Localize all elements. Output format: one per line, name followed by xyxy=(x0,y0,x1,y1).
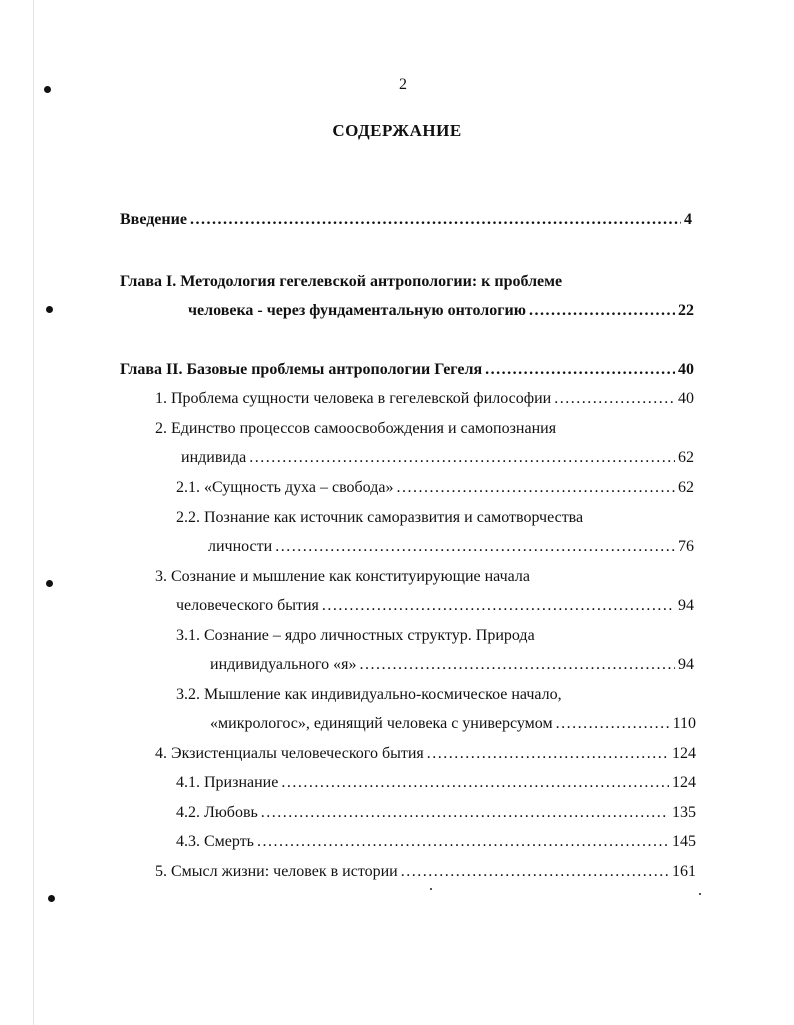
punch-hole-mark xyxy=(46,306,53,313)
toc-section-3-1-line1 xyxy=(176,626,535,646)
toc-leader-dots xyxy=(249,448,675,468)
toc-entry-page: 145 xyxy=(672,833,696,850)
toc-section-4-2 xyxy=(176,803,696,823)
toc-leader-dots xyxy=(556,714,670,734)
toc-chapter1-line1 xyxy=(120,272,562,292)
scan-speck xyxy=(430,888,432,890)
toc-entry-page: 124 xyxy=(672,745,696,762)
toc-leader-dots xyxy=(359,655,675,675)
toc-leader-dots xyxy=(554,389,675,409)
toc-entry-label: Глава I. Методология гегелевской антропологии: к проблеме xyxy=(120,273,563,290)
toc-entry-page: 4 xyxy=(684,211,692,228)
toc-leader-dots xyxy=(427,744,669,764)
toc-entry-label: 1. Проблема сущности человека в гегелевской философии xyxy=(155,390,552,407)
toc-leader-dots xyxy=(529,301,675,321)
toc-leader-dots xyxy=(322,596,675,616)
toc-entry-page: 94 xyxy=(678,656,694,673)
toc-entry-page: 40 xyxy=(678,361,694,378)
page-title: СОДЕРЖАНИЕ xyxy=(332,121,462,140)
toc-leader-dots xyxy=(401,862,669,882)
toc-entry-label: индивида xyxy=(181,449,247,466)
toc-entry-label: 3.1. Сознание – ядро личностных структур. Природа xyxy=(176,627,535,644)
toc-entry-label: Глава II. Базовые проблемы антропологии Гегеля xyxy=(120,361,483,378)
toc-section-5 xyxy=(155,862,696,882)
toc-leader-dots xyxy=(275,537,675,557)
toc-entry-page: 161 xyxy=(672,863,696,880)
toc-entry-page: 62 xyxy=(678,479,694,496)
toc-leader-dots xyxy=(396,478,675,498)
toc-section-3-1-line2 xyxy=(210,655,694,675)
toc-entry-label: 3. Сознание и мышление как конституирующие начала xyxy=(155,568,531,585)
punch-hole-mark xyxy=(46,580,53,587)
toc-entry-label: 5. Смысл жизни: человек в истории xyxy=(155,863,398,880)
toc-entry-page: 76 xyxy=(678,538,694,555)
toc-section-1 xyxy=(155,389,694,409)
toc-leader-dots xyxy=(190,210,681,230)
toc-entry-label: индивидуального «я» xyxy=(210,656,357,673)
toc-leader-dots xyxy=(257,832,669,852)
toc-section-4 xyxy=(155,744,696,764)
punch-hole-mark xyxy=(44,86,51,93)
toc-leader-dots xyxy=(281,773,669,793)
toc-entry-page: 40 xyxy=(678,390,694,407)
toc-entry-page: 94 xyxy=(678,597,694,614)
toc-section-3-line2 xyxy=(176,596,694,616)
toc-section-4-3 xyxy=(176,832,696,852)
toc-chapter2 xyxy=(120,360,694,380)
toc-entry-page: 110 xyxy=(672,715,696,732)
toc-entry-label: 4. Экзистенциалы человеческого бытия xyxy=(155,745,424,762)
toc-section-4-1 xyxy=(176,773,696,793)
toc-entry-label: 3.2. Мышление как индивидуально-космическое начало, xyxy=(176,686,562,703)
toc-section-2-1 xyxy=(176,478,694,498)
toc-entry-label: 2.1. «Сущность духа – свобода» xyxy=(176,479,394,496)
toc-entry-page: 135 xyxy=(672,804,696,821)
toc-section-2-2-line2 xyxy=(208,537,694,557)
page-number: 2 xyxy=(399,76,407,93)
toc-leader-dots xyxy=(261,803,669,823)
toc-entry-page: 124 xyxy=(672,774,696,791)
toc-section-2-2-line1 xyxy=(176,508,583,528)
toc-section-3-line1 xyxy=(155,567,530,587)
toc-section-3-2-line2 xyxy=(210,714,696,734)
toc-entry-label: 4.1. Признание xyxy=(176,774,279,791)
toc-entry-page: 22 xyxy=(678,302,694,319)
toc-entry-label: «микрологос», единящий человека с универсумом xyxy=(210,715,553,732)
toc-section-2-line2 xyxy=(181,448,694,468)
toc-entry-label: человека - через фундаментальную онтологию xyxy=(188,302,526,319)
toc-leader-dots xyxy=(485,360,675,380)
toc-entry-label: 2.2. Познание как источник саморазвития и самотворчества xyxy=(176,509,584,526)
toc-chapter1-line2 xyxy=(188,301,694,321)
scan-edge-line xyxy=(33,0,34,1025)
toc-entry-label: личности xyxy=(208,538,273,555)
toc-entry-page: 62 xyxy=(678,449,694,466)
punch-hole-mark xyxy=(48,895,55,902)
toc-entry-label: человеческого бытия xyxy=(176,597,319,614)
scan-speck xyxy=(699,893,701,895)
toc-entry-intro xyxy=(120,210,692,230)
toc-entry-label: 4.3. Смерть xyxy=(176,833,254,850)
toc-section-2-line1 xyxy=(155,419,556,439)
toc-entry-label: Введение xyxy=(120,211,187,228)
toc-entry-label: 4.2. Любовь xyxy=(176,804,258,821)
toc-section-3-2-line1 xyxy=(176,685,562,705)
toc-entry-label: 2. Единство процессов самоосвобождения и самопознания xyxy=(155,420,557,437)
